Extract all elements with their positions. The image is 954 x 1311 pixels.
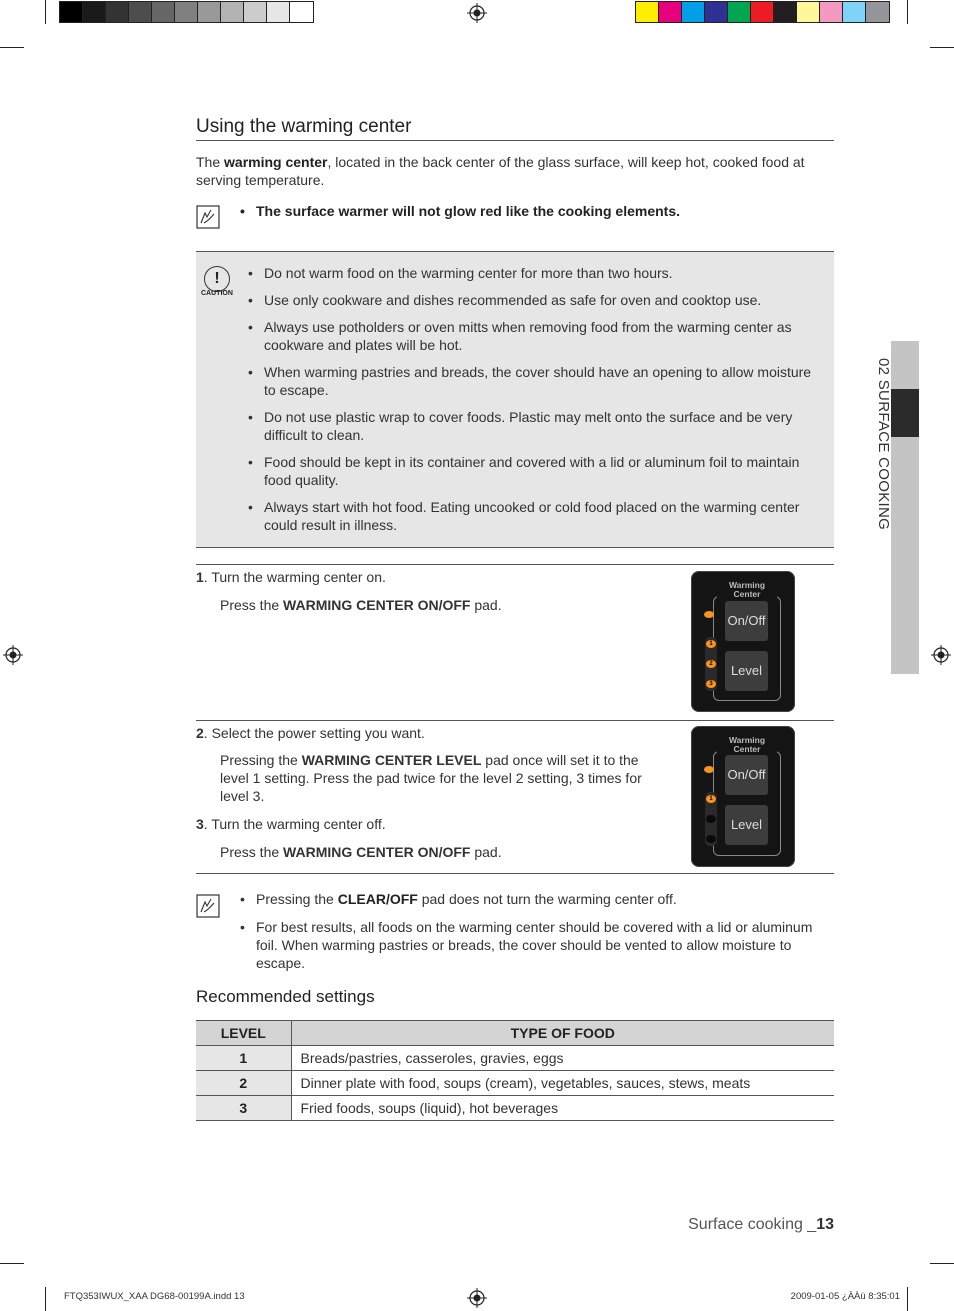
note-item: • The surface warmer will not glow red like the cooking elements. (238, 202, 828, 220)
color-swatch (728, 2, 751, 22)
grayscale-swatch (175, 2, 198, 22)
color-swatch (797, 2, 820, 22)
caution-item: • Use only cookware and dishes recommended as safe for oven and cooktop use. (246, 291, 826, 309)
crop-mark (907, 1287, 908, 1311)
panel-level-3-led (706, 835, 716, 843)
food-cell: Dinner plate with food, soups (cream), vegetables, sauces, stews, meats (291, 1071, 834, 1096)
grayscale-swatch (198, 2, 221, 22)
crop-mark (907, 0, 908, 24)
crop-mark (0, 47, 24, 48)
table-row (196, 1071, 834, 1096)
panel-level-3-led: 3 (706, 680, 716, 688)
grayscale-swatch (106, 2, 129, 22)
panel-level-1-led: 1 (706, 795, 716, 803)
step-1-instruction: Press the WARMING CENTER ON/OFF pad. (220, 597, 502, 613)
intro-bold-term: warming center (224, 154, 328, 170)
registration-mark-icon (931, 645, 951, 665)
color-swatch (843, 2, 866, 22)
page-number: 13 (816, 1216, 834, 1233)
level-cell: 1 (196, 1046, 291, 1071)
crop-mark (45, 1287, 46, 1311)
note-list (238, 202, 828, 220)
table-row (196, 1046, 834, 1071)
warming-center-panel-illustration (691, 726, 795, 867)
caution-item: • Always use potholders or oven mitts when removing food from the warming center as cookware and plates will be hot. (246, 318, 826, 354)
recommended-settings-title: Recommended settings (196, 987, 375, 1006)
crop-mark (930, 1263, 954, 1264)
crop-mark (0, 1263, 24, 1264)
registration-mark-icon (3, 645, 23, 665)
date-slug: 2009-01-05 ¿ÀÀü 8:35:01 (790, 1291, 900, 1302)
color-swatch-bar (635, 1, 890, 23)
panel-level-button: Level (725, 651, 768, 691)
grayscale-swatch (83, 2, 106, 22)
registration-mark-icon (467, 3, 487, 23)
caution-item: • When warming pastries and breads, the cover should have an opening to allow moisture to escape. (246, 363, 826, 399)
note-list (238, 890, 823, 972)
step-2-title: 2. Select the power setting you want. (196, 725, 425, 741)
note-icon (196, 894, 220, 918)
table-header-row (196, 1021, 834, 1046)
grayscale-swatch (129, 2, 152, 22)
column-header-food: TYPE OF FOOD (291, 1021, 834, 1046)
panel-power-led (704, 611, 714, 618)
color-swatch (659, 2, 682, 22)
grayscale-swatch (221, 2, 244, 22)
color-swatch (866, 2, 889, 22)
chapter-tab-label: 02 SURFACE COOKING (875, 358, 892, 531)
color-swatch (682, 2, 705, 22)
panel-onoff-button: On/Off (725, 601, 768, 641)
level-cell: 2 (196, 1071, 291, 1096)
chapter-tab-marker (891, 389, 919, 437)
color-swatch (636, 2, 659, 22)
caution-item: • Food should be kept in its container and covered with a lid or aluminum foil to maintain food quality. (246, 453, 826, 489)
panel-level-2-led: 2 (706, 660, 716, 668)
food-cell: Breads/pastries, casseroles, gravies, eggs (291, 1046, 834, 1071)
grayscale-swatch (267, 2, 290, 22)
table-row (196, 1096, 834, 1121)
note-item: • For best results, all foods on the warming center should be covered with a lid or aluminum foil. When warming pastries or breads, the cover should be vented to allow moisture to escape. (238, 918, 823, 972)
step-1-title: 1. Turn the warming center on. (196, 569, 386, 585)
color-swatch (705, 2, 728, 22)
panel-level-button: Level (725, 805, 768, 845)
intro-paragraph: The warming center, located in the back center of the glass surface, will keep hot, cooked food at serving temperature. (196, 154, 805, 188)
caution-item: • Do not warm food on the warming center for more than two hours. (246, 264, 826, 282)
panel-title: Warming Center (717, 581, 777, 599)
color-swatch (751, 2, 774, 22)
grayscale-swatch-bar (59, 1, 314, 23)
step-3-title: 3. Turn the warming center off. (196, 816, 386, 832)
grayscale-swatch (290, 2, 313, 22)
grayscale-swatch (152, 2, 175, 22)
section-title: Using the warming center (196, 116, 834, 141)
recommended-settings-table (196, 1020, 834, 1121)
panel-title: Warming Center (717, 736, 777, 754)
file-slug: FTQ353IWUX_XAA DG68-00199A.indd 13 (64, 1291, 245, 1302)
note-item: • Pressing the CLEAR/OFF pad does not turn the warming center off. (238, 890, 823, 908)
note-icon (196, 205, 220, 229)
panel-onoff-button: On/Off (725, 755, 768, 795)
level-cell: 3 (196, 1096, 291, 1121)
grayscale-swatch (60, 2, 83, 22)
color-swatch (774, 2, 797, 22)
panel-level-1-led: 1 (706, 640, 716, 648)
caution-label: CAUTION (201, 290, 233, 297)
registration-mark-icon (467, 1288, 487, 1308)
column-header-level: LEVEL (196, 1021, 291, 1046)
crop-mark (45, 0, 46, 24)
panel-level-2-led (706, 815, 716, 823)
caution-list (246, 264, 826, 543)
color-swatch (820, 2, 843, 22)
food-cell: Fried foods, soups (liquid), hot beverages (291, 1096, 834, 1121)
crop-mark (930, 47, 954, 48)
grayscale-swatch (244, 2, 267, 22)
panel-power-led (704, 766, 714, 773)
caution-box (196, 251, 834, 548)
step-3-instruction: Press the WARMING CENTER ON/OFF pad. (220, 844, 502, 860)
warming-center-panel-illustration (691, 571, 795, 712)
step-2-instruction: Pressing the WARMING CENTER LEVEL pad once will set it to the level 1 setting. Press the pad twice for the level 2 setting, 3 times for level 3. (220, 752, 642, 804)
caution-item: • Always start with hot food. Eating uncooked or cold food placed on the warming center could result in illness. (246, 498, 826, 534)
caution-item: • Do not use plastic wrap to cover foods. Plastic may melt onto the surface and be very difficult to clean. (246, 408, 826, 444)
caution-icon: ! (204, 266, 230, 292)
page-footer: Surface cooking _13 (688, 1216, 834, 1233)
